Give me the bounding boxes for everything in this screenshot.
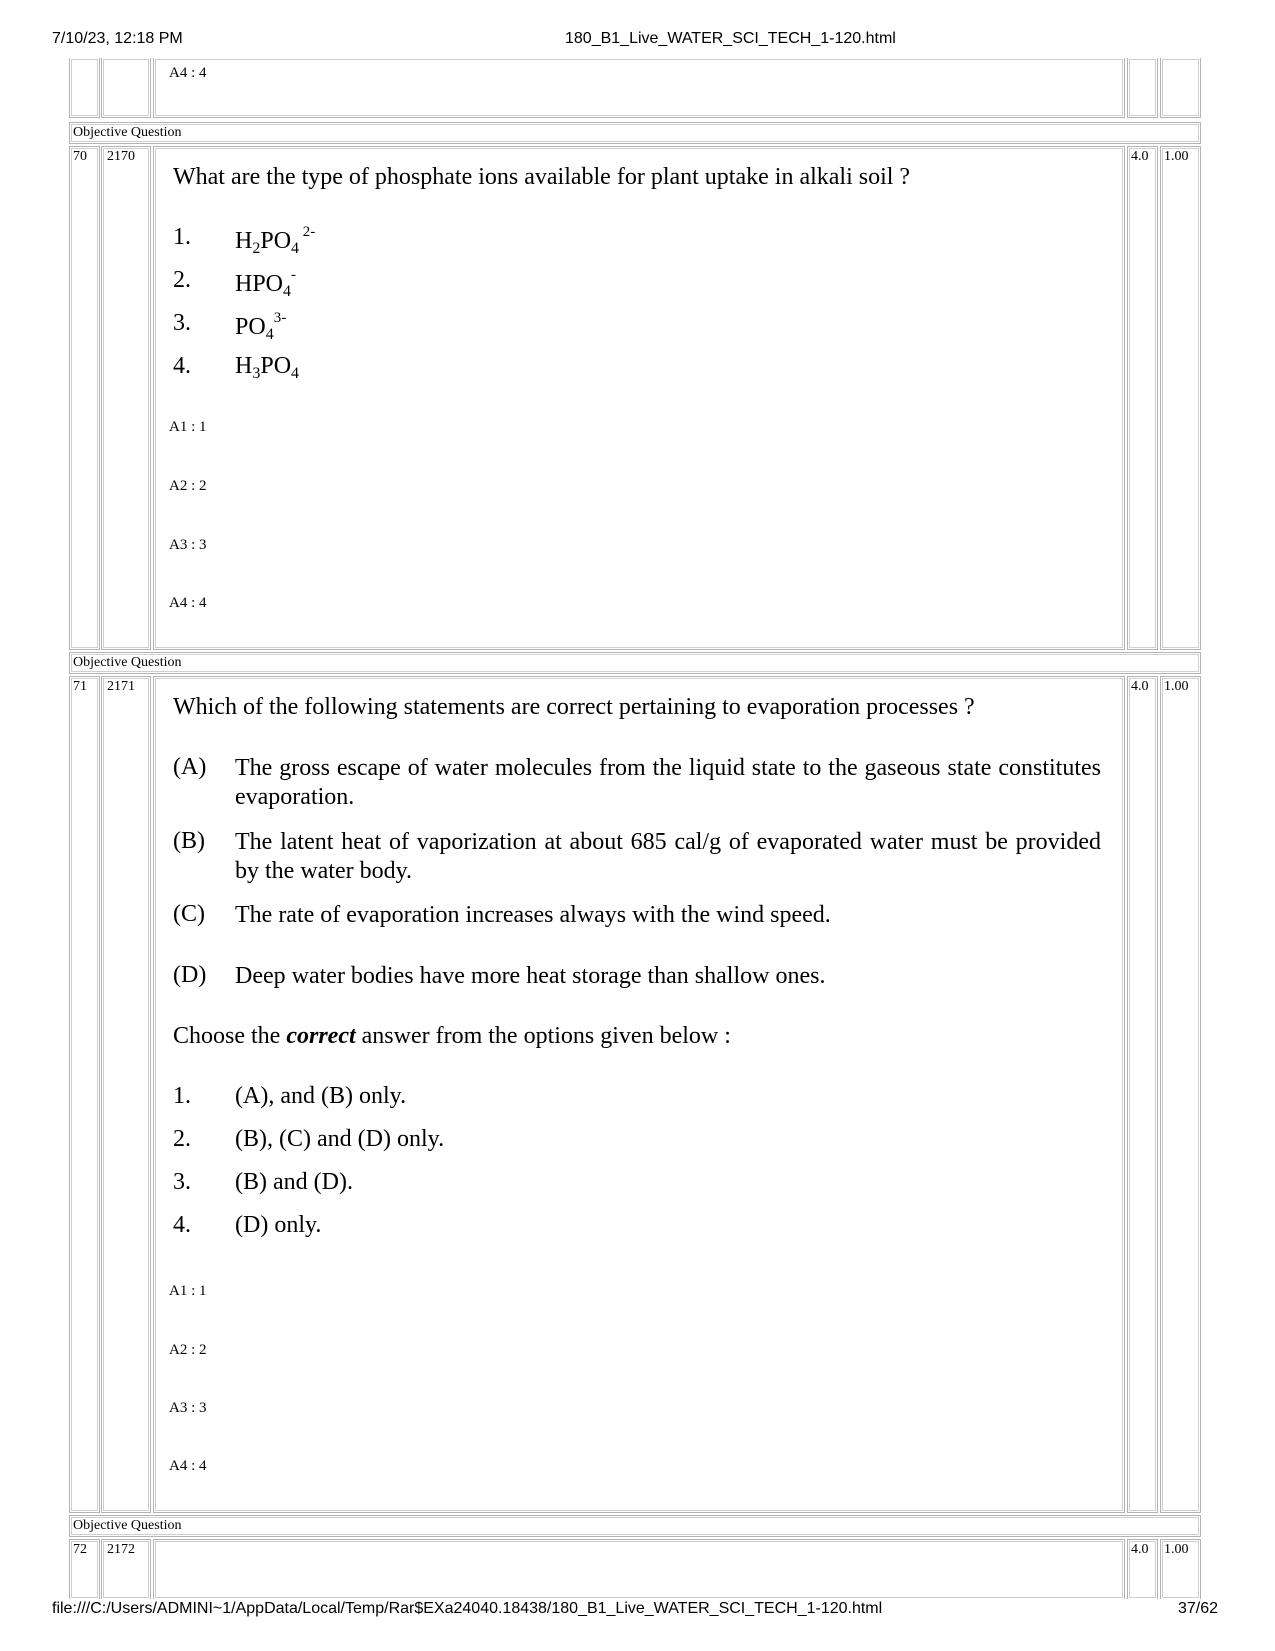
q70-marks: 4.0 xyxy=(1131,149,1149,164)
q70-option-1-text: $H_2PO_4$ $^{2-}$ xyxy=(235,224,316,257)
q71-question-text: Which of the following statements are correct pertaining to evaporation processes ? xyxy=(173,694,975,720)
prev-neg-cell xyxy=(1160,58,1201,118)
q70-option-3-text: $PO_4^{3-}$ xyxy=(235,310,287,343)
q71-statement-c-text: The rate of evaporation increases always with the wind speed. xyxy=(235,902,831,928)
print-datetime: 7/10/23, 12:18 PM xyxy=(52,30,183,47)
prev-qid-cell xyxy=(101,58,151,118)
q71-statement-c-label: (C) xyxy=(173,901,205,927)
section-bar-70 xyxy=(69,122,1201,144)
print-file-path: file:///C:/Users/ADMINI~1/AppData/Local/Temp/Rar$EXa24040.18438/180_B1_Live_WATER_SCI_TECH_1-120.html xyxy=(52,1600,883,1617)
q71-option-1-text: (A), and (B) only. xyxy=(235,1083,407,1109)
q71-option-4-text: (D) only. xyxy=(235,1212,322,1238)
q71-neg-cell xyxy=(1160,676,1201,1513)
q70-serial: 70 xyxy=(73,149,87,164)
prev-answer-4: A4 : 4 xyxy=(169,65,207,81)
q71-marks: 4.0 xyxy=(1131,679,1149,694)
q71-statement-d-label: (D) xyxy=(173,962,207,988)
q70-body-cell xyxy=(153,146,1125,650)
q70-option-4-number: 4. xyxy=(173,353,191,379)
q71-statement-a-label: (A) xyxy=(173,754,207,780)
q71-answer-1: A1 : 1 xyxy=(169,1283,207,1299)
q70-option-4-text: $H_3PO_4$ xyxy=(235,353,300,382)
q72-question-id: 2172 xyxy=(107,1542,135,1557)
q71-marks-cell xyxy=(1127,676,1158,1513)
q71-qid-cell xyxy=(101,676,151,1513)
q70-question-id: 2170 xyxy=(107,149,135,164)
section-label-70: Objective Question xyxy=(73,125,182,140)
q70-answer-4: A4 : 4 xyxy=(169,595,207,611)
q70-question-text: What are the type of phosphate ions available for plant uptake in alkali soil ? xyxy=(173,164,911,190)
print-doc-title: 180_B1_Live_WATER_SCI_TECH_1-120.html xyxy=(565,30,896,47)
q71-statement-d-text: Deep water bodies have more heat storage than shallow ones. xyxy=(235,963,826,989)
q70-sno-cell xyxy=(69,146,100,650)
print-page-number: 37/62 xyxy=(1178,1600,1219,1617)
q71-question-id: 2171 xyxy=(107,679,135,694)
q70-answer-3: A3 : 3 xyxy=(169,537,207,553)
q71-option-2-text: (B), (C) and (D) only. xyxy=(235,1126,445,1152)
q71-serial: 71 xyxy=(73,679,87,694)
section-bar-72 xyxy=(69,1515,1201,1537)
q71-negative-marks: 1.00 xyxy=(1164,679,1189,694)
q71-option-4-number: 4. xyxy=(173,1212,191,1238)
section-label-72: Objective Question xyxy=(73,1518,182,1533)
q70-qid-cell xyxy=(101,146,151,650)
q72-negative-marks: 1.00 xyxy=(1164,1542,1189,1557)
q70-option-2-number: 2. xyxy=(173,267,191,293)
q70-neg-cell xyxy=(1160,146,1201,650)
prev-sno-cell xyxy=(69,58,100,118)
q72-body-cell xyxy=(153,1539,1125,1599)
q71-statement-b-text: The latent heat of vaporization at about 685 cal/g of evaporated water must be provided by the water body. xyxy=(235,829,1101,884)
q71-choose-instruction: Choose the correct answer from the options given below : xyxy=(173,1023,731,1049)
q70-answer-2: A2 : 2 xyxy=(169,478,207,494)
q72-serial: 72 xyxy=(73,1542,87,1557)
q70-negative-marks: 1.00 xyxy=(1164,149,1189,164)
q71-statement-a-text: The gross escape of water molecules from the liquid state to the gaseous state constitutes evaporation. xyxy=(235,755,1101,810)
q71-sno-cell xyxy=(69,676,100,1513)
q72-marks: 4.0 xyxy=(1131,1542,1149,1557)
q71-option-3-text: (B) and (D). xyxy=(235,1169,353,1195)
q71-option-2-number: 2. xyxy=(173,1126,191,1152)
prev-body-cell xyxy=(153,58,1125,118)
prev-marks-cell xyxy=(1127,58,1158,118)
section-bar-71 xyxy=(69,652,1201,674)
q70-answer-1: A1 : 1 xyxy=(169,419,207,435)
q70-option-2-text: $HPO_4^-$ xyxy=(235,267,297,300)
q71-answer-2: A2 : 2 xyxy=(169,1342,207,1358)
q71-statement-b-label: (B) xyxy=(173,828,205,854)
q71-answer-4: A4 : 4 xyxy=(169,1458,207,1474)
q71-option-1-number: 1. xyxy=(173,1083,191,1109)
q70-option-3-number: 3. xyxy=(173,310,191,336)
q70-option-1-number: 1. xyxy=(173,224,191,250)
q70-marks-cell xyxy=(1127,146,1158,650)
section-label-71: Objective Question xyxy=(73,655,182,670)
q71-option-3-number: 3. xyxy=(173,1169,191,1195)
q71-answer-3: A3 : 3 xyxy=(169,1400,207,1416)
